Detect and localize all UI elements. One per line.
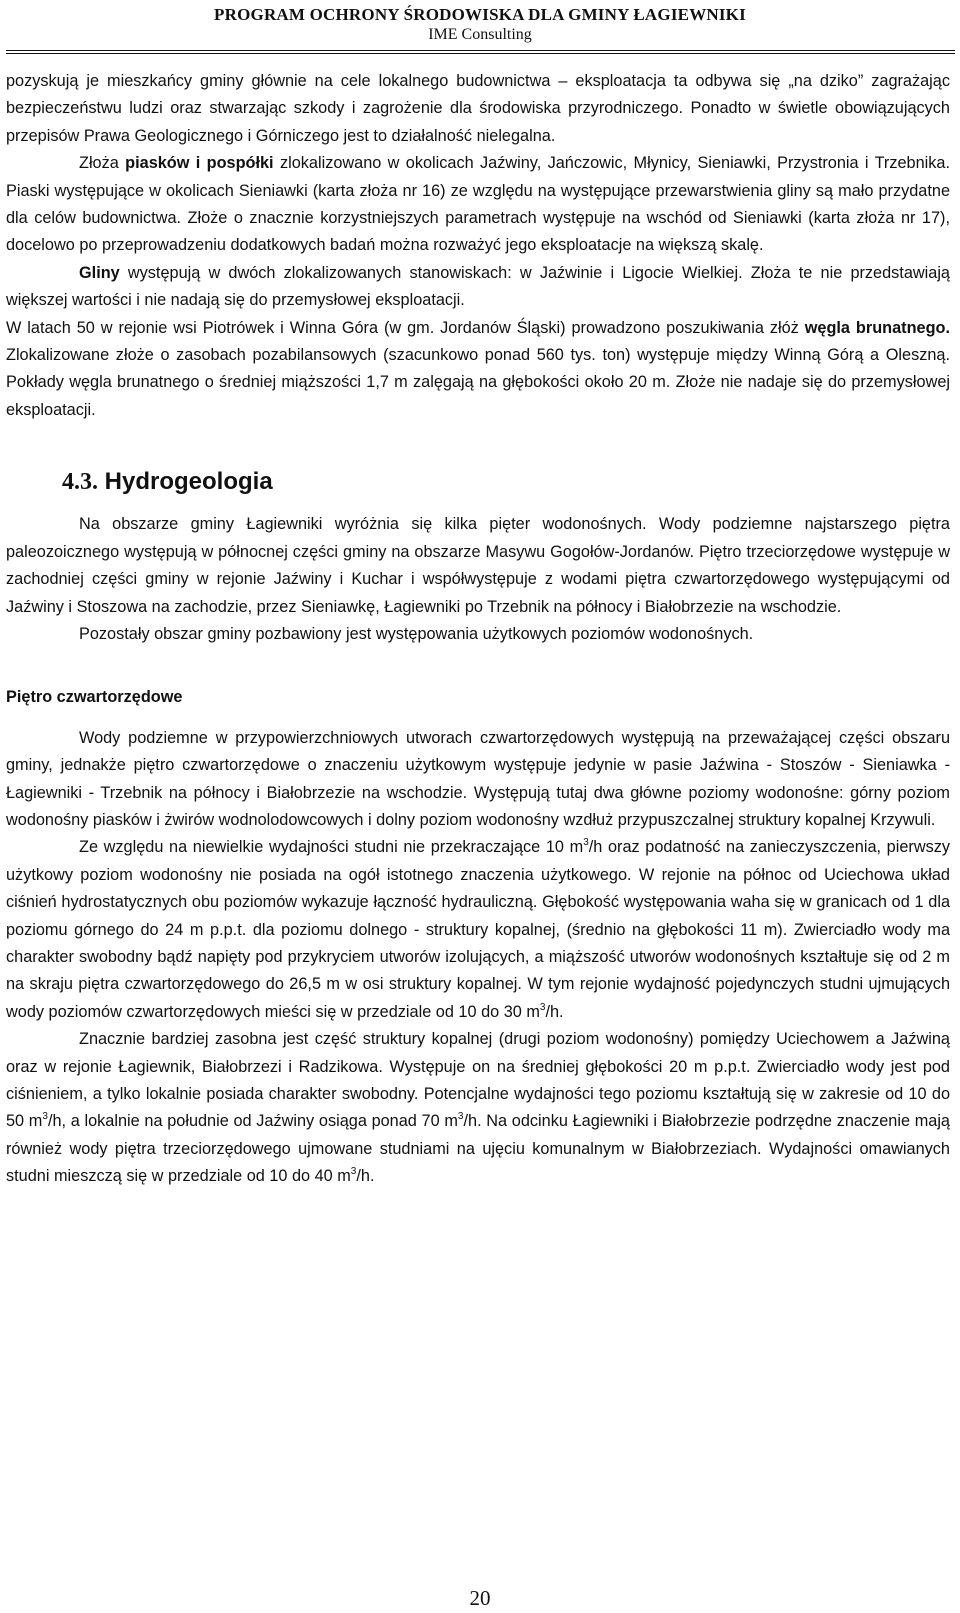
superscript: 3 (42, 1111, 48, 1123)
header-rule (6, 50, 955, 51)
text-run: Zlokalizowane złoże o zasobach pozabilansowych (szacunkowo ponad 560 tys. ton) występuje między Winną Górą a Oleszną. Pokłady węgla brunatnego o średniej miąższości 1,7 m zalęgają na głębokości około 20 m. Złoże nie nadaje się do przemysłowej eksploatacji. (6, 346, 950, 419)
paragraph-quaternary-3 (6, 1026, 950, 1190)
emphasis-sand: piasków i pospółki (125, 154, 274, 173)
paragraph-sand-deposits (6, 150, 950, 260)
text-run: /h. (356, 1167, 375, 1186)
page-header (0, 4, 960, 44)
text-run: W latach 50 w rejonie wsi Piotrówek i Winna Góra (w gm. Jordanów Śląski) prowadzono poszukiwania złóż (6, 318, 805, 337)
text-run: zlokalizowano w okolicach Jaźwiny, Jańczowic, Młynicy, Sieniawki, Przystronia i Trzebnika. Piaski występujące w okolicach Sieniawki (karta złoża nr 16) ze względu na występujące przewarstwienia gliny są mało przydatne dla celów budownictwa. Złoże o znacznie korzystniejszych parametrach występuje na wschód od Sieniawki (karta złoża nr 17), docelowo po przeprowadzeniu dodatkowych badań można rozważyć jego eksploatacje na większą skalę. (6, 154, 950, 255)
header-title: PROGRAM OCHRONY ŚRODOWISKA DLA GMINY ŁAGIEWNIKI (214, 5, 746, 24)
text-run: /h, a lokalnie na południe od Jaźwiny osiąga ponad 70 m (47, 1112, 458, 1131)
header-rule-secondary (6, 53, 955, 54)
text-run: /h. Na odcinku Łagiewniki i Białobrzezie podrzędne znaczenie mają również wody piętra trzeciorzędowego ujmowane studniami na ujęciu komunalnym w Białobrzeziach. Wydajności omawianych studni mieszczą się w przedziale od 10 do 40 m (6, 1112, 950, 1186)
page-number: 20 (469, 1586, 491, 1610)
paragraph-clay (6, 260, 950, 315)
paragraph-quaternary-2 (6, 834, 950, 1026)
paragraph-quaternary-1: Wody podziemne w przypowierzchniowych utworach czwartorzędowych występują na przeważającej części obszaru gminy, jednakże piętro czwartorzędowe o znaczeniu użytkowym występuje jedynie w pasie Jaźwina - Stoszów - Sieniawka - Łagiewniki - Trzebnik na północy i Białobrzezie na wschodzie. Występują tutaj dwa główne poziomy wodonośne: górny poziom wodonośny piasków i żwirów wodnolodowcowych i dolny poziom wodonośny wzdłuż przypuszczalnej struktury kopalnej Krzywuli. (6, 728, 950, 829)
superscript: 3 (457, 1111, 464, 1123)
section-number: 4.3. (62, 469, 98, 496)
paragraph-hydro-2: Pozostały obszar gminy pozbawiony jest występowania użytkowych poziomów wodonośnych. (79, 624, 754, 643)
superscript: 3 (583, 837, 589, 849)
text-run: /h. (545, 1002, 564, 1021)
page-body (6, 68, 950, 1191)
text-run: występują w dwóch zlokalizowanych stanowiskach: w Jaźwinie i Ligocie Wielkiej. Złoża te nie przedstawiają większej wartości i nie nadają się do przemysłowej eksploatacji. (6, 263, 950, 310)
emphasis-lignite: węgla brunatnego. (804, 318, 950, 337)
text-run: Ze względu na niewielkie wydajności studni nie przekraczające 10 m (79, 838, 584, 857)
paragraph-intro-1: pozyskują je mieszkańcy gminy głównie na cele lokalnego budownictwa – eksploatacja ta odbywa się „na dziko” zagrażając bezpieczeństwu ludzi oraz stwarzając szkody i zagrożenie dla środowiska przyrodniczego. Ponadto w świetle obowiązujących przepisów Prawa Geologicznego i Górniczego jest to działalność nielegalna. (6, 72, 950, 145)
text-run: /h oraz podatność na zanieczyszczenia, pierwszy użytkowy poziom wodonośny nie posiada na ogół istotnego znaczenia użytkowego. W rejonie na północ od Uciechowa układ ciśnień hydrostatycznych obu poziomów wykazuje łączność hydrauliczną. Głębokość występowania waha się w granicach od 1 dla poziomu górnego do 24 m p.p.t. dla poziomu dolnego - struktury kopalnej, (średnio na głębokości 11 m). Zwierciadło wody ma charakter swobodny bądź napięty pod przykryciem utworów izolujących, a miąższość utworów wodonośnych kształtuje się od 2 m na skraju piętra czwartorzędowego do 26,5 m w osi struktury kopalnej. W tym rejonie wydajność pojedynczych studni ujmujących wody poziomów czwartorzędowych mieści się w przedziale od 10 do 30 m (6, 838, 950, 1021)
emphasis-clay: Gliny (79, 263, 120, 282)
superscript: 3 (350, 1166, 357, 1178)
header-subtitle: IME Consulting (428, 26, 532, 43)
subsection-heading: Piętro czwartorzędowe (6, 688, 183, 707)
paragraph-hydro-1: Na obszarze gminy Łagiewniki wyróżnia się kilka pięter wodonośnych. Wody podziemne najstarszego piętra paleozoicznego występują w północnej części gminy na obszarze Masywu Gogołów-Jordanów. Piętro trzeciorzędowe występuje w zachodniej części gminy w rejonie Jaźwiny i Kuchar i współwystępuje z wodami piętra czwartorzędowego występującymi od Jaźwiny i Stoszowa na zachodzie, przez Sieniawkę, Łagiewniki po Trzebnik na północy i Białobrzezie na wschodzie. (6, 515, 950, 616)
superscript: 3 (539, 1001, 546, 1013)
section-title: Hydrogeologia (104, 468, 273, 496)
text-run: Znacznie bardziej zasobna jest część struktury kopalnej (drugi poziom wodonośny) pomiędzy Uciechowem a Jaźwiną oraz w rejonie Łagiewnik, Białobrzezi i Radzikowa. Występuje on na średniej głębokości 20 m p.p.t. Zwierciadło wody jest pod ciśnieniem, a tylko lokalnie posiada charakter swobodny. Potencjalne wydajności tego poziomu kształtują się w zakresie od 10 do 50 m (6, 1030, 950, 1131)
paragraph-lignite (6, 315, 950, 425)
section-heading (62, 466, 950, 498)
text-run: Złoża (79, 154, 126, 173)
